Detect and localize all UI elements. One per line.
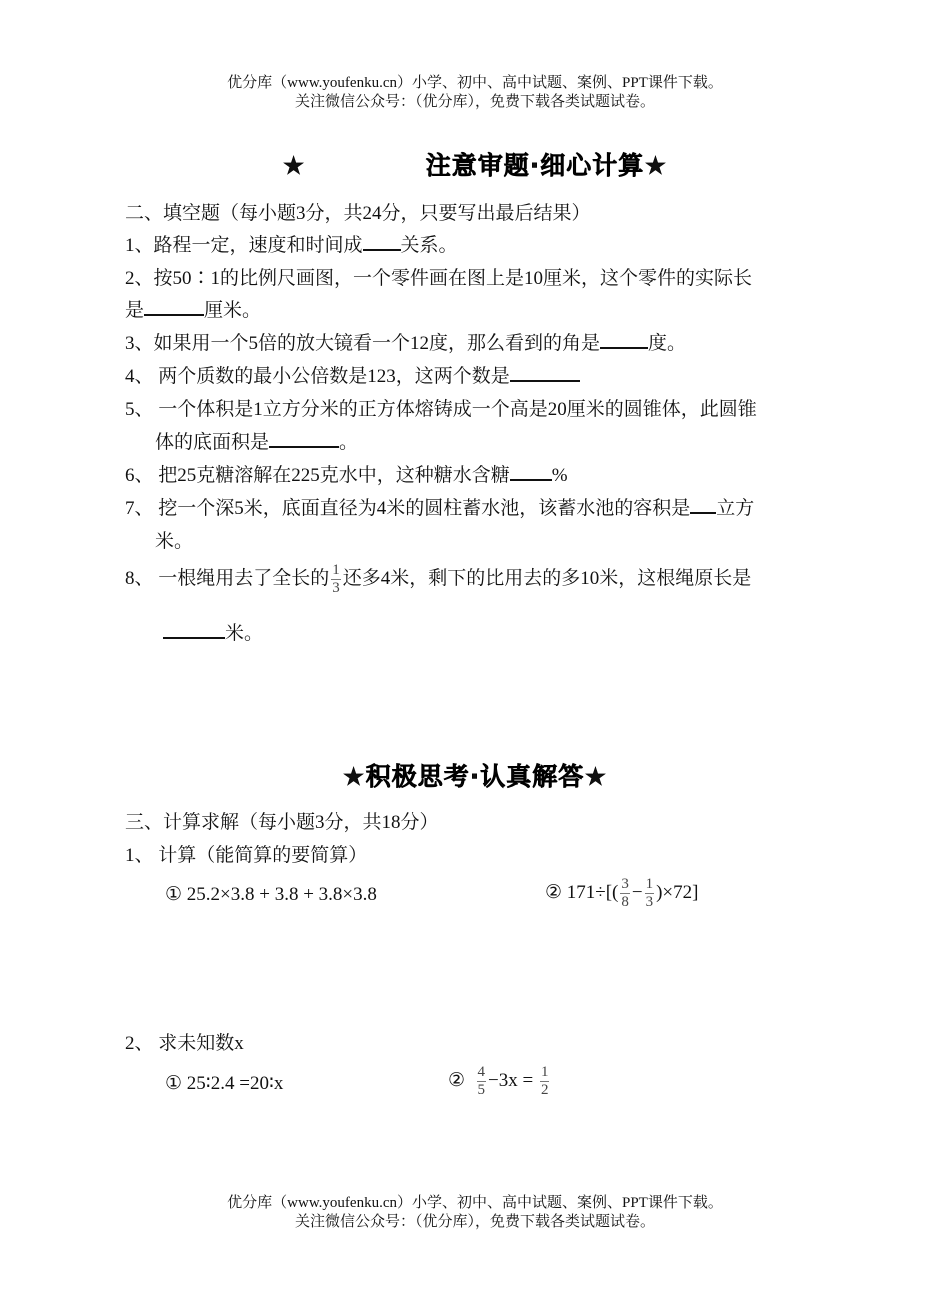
equation-1: ① 25∶2.4 =20∶x xyxy=(165,1073,284,1094)
question-7-cont: 米。 xyxy=(155,531,194,552)
answer-blank xyxy=(510,363,580,382)
part2-heading: 二、填空题（每小题3分，共24分，只要写出最后结果） xyxy=(125,203,591,224)
section-title-2: ★积极思考·认真解答★ xyxy=(342,762,608,791)
answer-blank xyxy=(690,495,716,514)
question-1: 1、路程一定，速度和时间成 关系。 xyxy=(125,230,458,257)
answer-blank xyxy=(269,429,339,448)
section-title-1 xyxy=(0,146,950,182)
header-line-1: 优分库（www.youfenku.cn）小学、初中、高中试题、案例、PPT课件下载。 xyxy=(227,75,723,91)
question-7: 7、 挖一个深5米，底面直径为4米的圆柱蓄水池，该蓄水池的容积是 立方 xyxy=(125,493,754,520)
calc-label: 1、 计算（能简算的要简算） xyxy=(125,845,368,866)
calc-expression-2: ② 171÷[( $\frac{3}{8}$ − $\frac{1}{3}$ )×72] xyxy=(545,876,699,910)
page-footer xyxy=(0,1194,950,1232)
footer-line-2: 关注微信公众号：（优分库），免费下载各类试题试卷。 xyxy=(294,1214,655,1230)
question-5-cont: 体的底面积是 。 xyxy=(155,427,358,454)
star-icon: ★ xyxy=(282,151,306,180)
equation-2: ② $\frac{4}{5}$ −3x = $\frac{1}{2}$ xyxy=(448,1064,549,1098)
question-2: 2、按50∶1的比例尺画图，一个零件画在图上是10厘米，这个零件的实际长 xyxy=(125,268,753,289)
question-6: 6、 把25克糖溶解在225克水中，这种糖水含糖 % xyxy=(125,460,568,487)
section-title-1-text: 注意审题·细心计算★ xyxy=(425,151,668,180)
question-3: 3、如果用一个5倍的放大镜看一个12度，那么看到的角是 度。 xyxy=(125,328,686,355)
question-2-cont: 是 厘米。 xyxy=(125,295,261,322)
question-4: 4、 两个质数的最小公倍数是123，这两个数是 xyxy=(125,361,580,388)
answer-blank xyxy=(510,462,552,481)
solve-label: 2、 求未知数x xyxy=(125,1033,244,1054)
fraction: $\frac{4}{5}$ xyxy=(477,1064,486,1098)
fraction: $\frac{3}{8}$ xyxy=(621,876,629,910)
fraction: $\frac{1}{3}$ xyxy=(332,562,340,596)
answer-blank xyxy=(144,297,204,316)
answer-blank xyxy=(600,330,648,349)
page-header xyxy=(0,74,950,112)
question-5: 5、 一个体积是1立方分米的正方体熔铸成一个高是20厘米的圆锥体，此圆锥 xyxy=(125,399,757,420)
answer-blank xyxy=(163,620,225,639)
header-line-2: 关注微信公众号：（优分库），免费下载各类试题试卷。 xyxy=(294,94,655,110)
fraction: $\frac{1}{3}$ xyxy=(645,876,654,910)
fraction: $\frac{1}{2}$ xyxy=(540,1064,549,1098)
answer-blank xyxy=(363,232,401,251)
question-8: 8、 一根绳用去了全长的 $\frac{1}{3}$ 还多4米，剩下的比用去的多10米，这根绳原长是 xyxy=(125,562,752,596)
footer-line-1: 优分库（www.youfenku.cn）小学、初中、高中试题、案例、PPT课件下载。 xyxy=(227,1195,723,1211)
calc-expression-1: ① 25.2×3.8 + 3.8 + 3.8×3.8 xyxy=(165,884,377,905)
part3-heading: 三、计算求解（每小题3分，共18分） xyxy=(125,812,439,833)
question-8-cont: 米。 xyxy=(163,618,263,645)
